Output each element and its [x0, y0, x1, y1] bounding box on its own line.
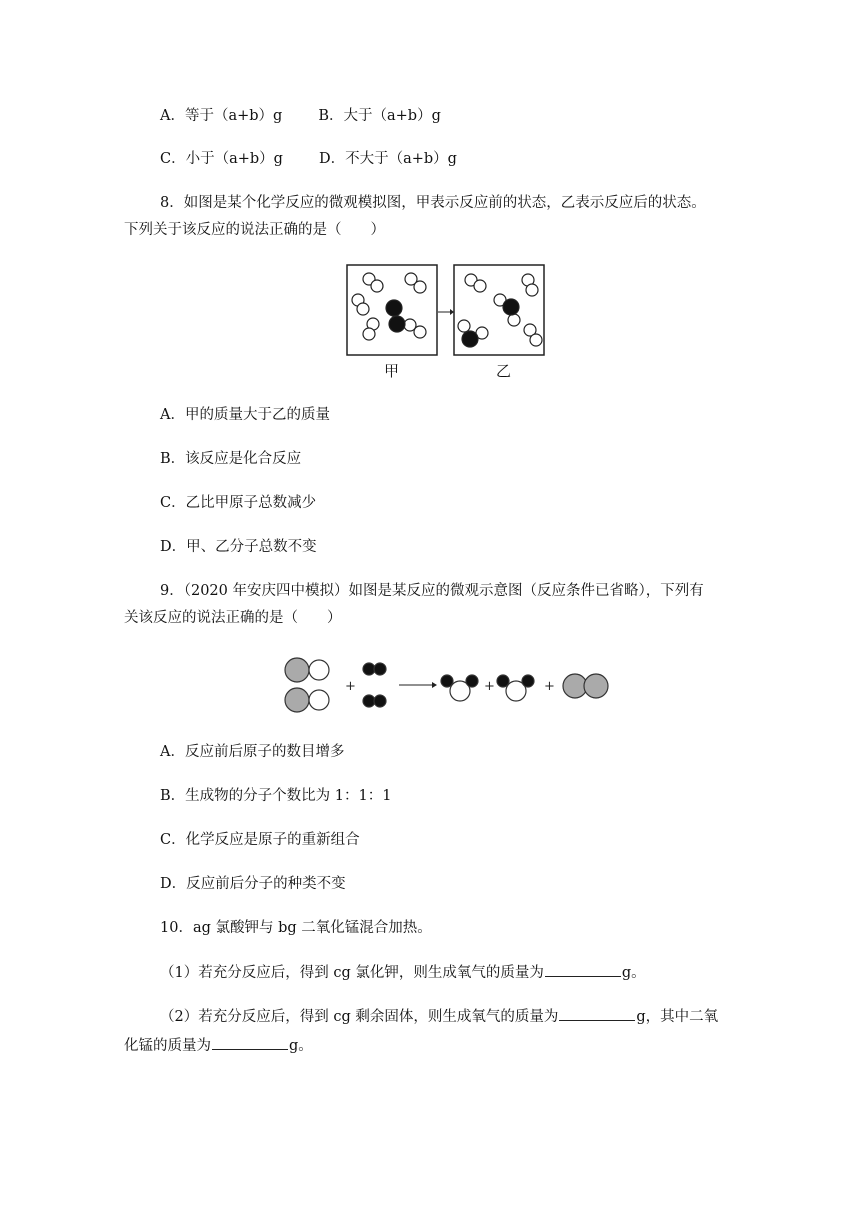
q9-stem-line-2: 关该反应的说法正确的是（ ） [124, 610, 342, 626]
q7-option-a: A．等于（a+b）g [160, 108, 283, 124]
q7-options-row-2 [160, 149, 457, 169]
q10-stem: 10．ag 氯酸钾与 bg 二氧化锰混合加热。 [160, 920, 432, 936]
svg-text:+: + [544, 679, 555, 694]
q8-option-d: D．甲、乙分子总数不变 [160, 539, 317, 555]
q7-option-d: D．不大于（a+b）g [318, 151, 457, 167]
q7-options-row-1 [160, 106, 441, 126]
q8-stem-line-1: 8．如图是某个化学反应的微观模拟图，甲表示反应前的状态，乙表示反应后的状态。 [160, 195, 706, 211]
svg-text:+: + [484, 679, 495, 694]
q8-option-a: A．甲的质量大于乙的质量 [160, 407, 330, 423]
q10-part-1-text: （1）若充分反应后，得到 cg 氯化钾，则生成氧气的质量为 [160, 965, 544, 981]
q8-label-before: 甲 [384, 362, 400, 380]
q9-reaction-diagram [278, 648, 618, 720]
q10-answer-blank-3[interactable] [212, 1035, 288, 1050]
q8-option-c: C．乙比甲原子总数减少 [160, 495, 317, 511]
q10-part-2-cont [124, 1035, 313, 1056]
q10-answer-blank-1[interactable] [545, 962, 621, 977]
q10-part-2-cont-unit: g。 [289, 1038, 313, 1054]
q9-option-c: C．化学反应是原子的重新组合 [160, 832, 360, 848]
q8-label-after: 乙 [496, 362, 512, 380]
q10-part-1 [160, 962, 646, 983]
q8-reaction-diagram [340, 260, 560, 382]
q10-part-2-cont-text: 化锰的质量为 [124, 1038, 211, 1054]
svg-text:+: + [345, 679, 356, 694]
q7-option-c: C．小于（a+b）g [160, 151, 283, 167]
q9-option-b: B．生成物的分子个数比为 1：1：1 [160, 788, 392, 804]
q7-option-b: B．大于（a+b）g [318, 108, 441, 124]
q10-part-2-text: （2）若充分反应后，得到 cg 剩余固体，则生成氧气的质量为 [160, 1009, 559, 1025]
q10-part-1-unit: g。 [621, 965, 646, 981]
q9-stem-line-1: 9．（2020 年安庆四中模拟）如图是某反应的微观示意图（反应条件已省略），下列有 [160, 583, 704, 599]
q8-option-b: B．该反应是化合反应 [160, 451, 302, 467]
q10-part-2-unit: g，其中二氧 [636, 1009, 719, 1025]
q9-option-a: A．反应前后原子的数目增多 [160, 744, 345, 760]
q10-part-2 [160, 1006, 718, 1027]
q10-answer-blank-2[interactable] [559, 1006, 635, 1021]
q9-option-d: D．反应前后分子的种类不变 [160, 876, 346, 892]
q8-stem-line-2: 下列关于该反应的说法正确的是（ ） [124, 222, 385, 238]
